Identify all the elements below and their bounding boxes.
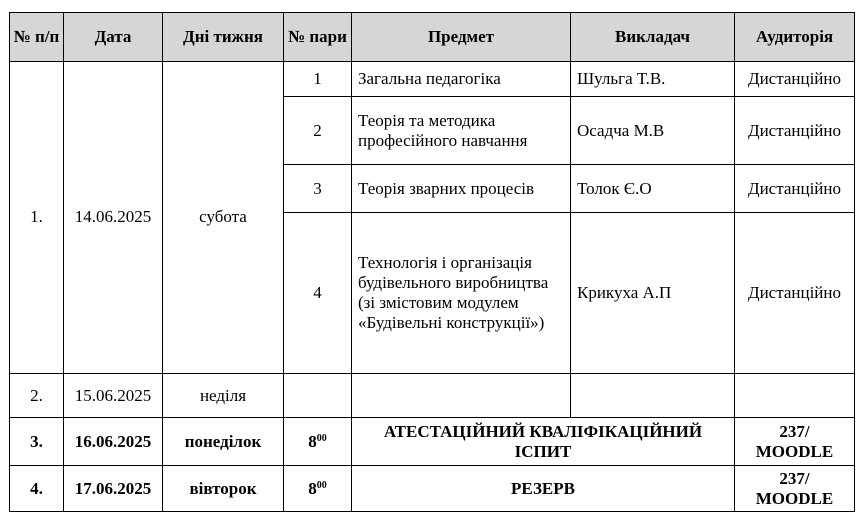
day1-weekday: субота [163,61,284,374]
header-weekday-cell: Дні тижня [163,13,284,62]
day3-room-line1: 237/ [779,421,810,441]
lesson-teacher: Осадча М.В [571,97,735,165]
lesson-pair: 1 [284,61,352,97]
day3-pair-hour: 8 [308,431,317,451]
lesson-teacher: Толок Є.О [571,165,735,213]
header-row [10,13,855,62]
day3-pair [284,418,352,466]
header-room-cell: Аудиторія [735,13,855,62]
day1-date: 14.06.2025 [64,61,163,374]
lesson-subject: Загальна педагогіка [352,61,571,97]
day4-pair-minutes: 00 [316,479,327,491]
table-row [10,466,855,512]
lesson-room: Дистанційно [735,61,855,97]
lesson-teacher: Крикуха А.П [571,213,735,374]
day4-num: 4. [10,466,64,512]
day4-room [735,466,855,512]
schedule-header [9,12,855,62]
day3-pair-minutes: 00 [316,432,327,444]
day3-room [735,418,855,466]
day3-weekday: понеділок [163,418,284,466]
lesson-subject: Теорія зварних процесів [352,165,571,213]
day3-subject: АТЕСТАЦІЙНИЙ КВАЛІФІКАЦІЙНИЙ ІСПИТ [352,418,735,466]
day4-pair-hour: 8 [308,478,317,498]
day2-num: 2. [10,374,64,418]
lesson-teacher: Шульга Т.В. [571,61,735,97]
lesson-pair: 4 [284,213,352,374]
day4-weekday: вівторок [163,466,284,512]
day4-room-line2: MOODLE [755,488,834,508]
day4-subject: РЕЗЕРВ [352,466,735,512]
table-row [10,418,855,466]
table-row [10,61,855,97]
schedule-body [9,60,855,512]
day1-num: 1. [10,61,64,374]
day3-num: 3. [10,418,64,466]
day2-pair [284,374,352,418]
day3-room-line2: MOODLE [755,441,834,461]
lesson-pair: 2 [284,97,352,165]
day2-date: 15.06.2025 [64,374,163,418]
day4-room-line1: 237/ [779,468,810,488]
lesson-room: Дистанційно [735,213,855,374]
table-row [10,374,855,418]
lesson-room: Дистанційно [735,97,855,165]
day3-date: 16.06.2025 [64,418,163,466]
lesson-subject: Теорія та методика професійного навчання [352,97,571,165]
lesson-pair: 3 [284,165,352,213]
header-pair-cell: № пари [284,13,352,62]
day2-room [735,374,855,418]
header-date-cell: Дата [64,13,163,62]
header-num-cell: № п/п [10,13,64,62]
day2-subject [352,374,571,418]
header-teacher-cell: Викладач [571,13,735,62]
lesson-room: Дистанційно [735,165,855,213]
day4-pair [284,466,352,512]
day4-date: 17.06.2025 [64,466,163,512]
day2-weekday: неділя [163,374,284,418]
lesson-subject: Технологія і організація будівельного виробництва (зі змістовим модулем «Будівельні конструкції») [352,213,571,374]
header-subject-cell: Предмет [352,13,571,62]
day2-teacher [571,374,735,418]
